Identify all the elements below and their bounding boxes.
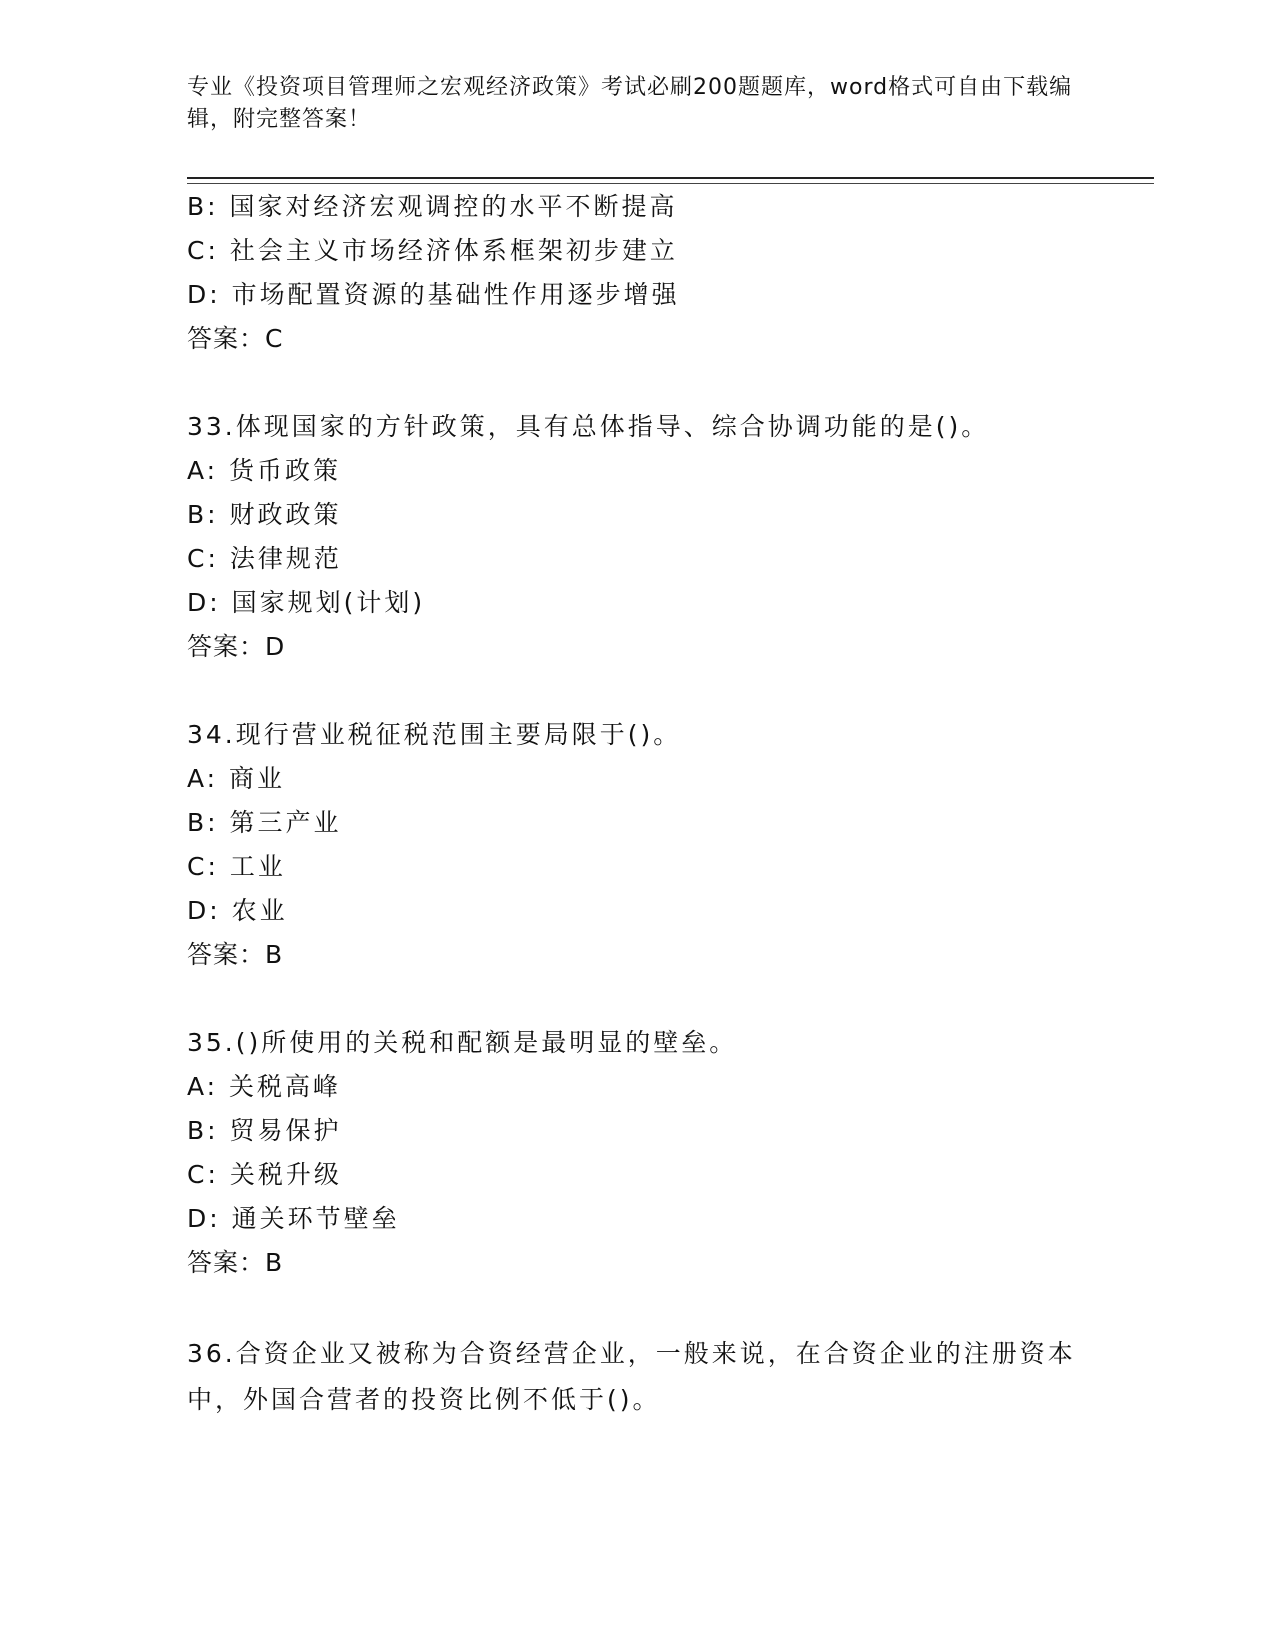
option-a: A: 商业 bbox=[187, 764, 286, 793]
answer: 答案：B bbox=[187, 1248, 284, 1277]
option-d: D: 通关环节壁垒 bbox=[187, 1204, 400, 1233]
option-c: C: 社会主义市场经济体系框架初步建立 bbox=[187, 236, 678, 265]
option-b: B: 国家对经济宏观调控的水平不断提高 bbox=[187, 192, 678, 221]
option-d: D: 国家规划(计划) bbox=[187, 588, 426, 617]
header-divider-thick bbox=[187, 177, 1154, 179]
option-c: C: 关税升级 bbox=[187, 1160, 342, 1189]
option-d: D: 市场配置资源的基础性作用逐步增强 bbox=[187, 280, 680, 309]
option-a: A: 货币政策 bbox=[187, 456, 342, 485]
header-divider-thin bbox=[187, 183, 1154, 184]
answer: 答案：D bbox=[187, 632, 286, 661]
option-b: B: 贸易保护 bbox=[187, 1116, 342, 1145]
option-c: C: 法律规范 bbox=[187, 544, 342, 573]
answer: 答案：C bbox=[187, 324, 284, 353]
answer: 答案：B bbox=[187, 940, 284, 969]
option-d: D: 农业 bbox=[187, 896, 288, 925]
option-a: A: 关税高峰 bbox=[187, 1072, 342, 1101]
option-c: C: 工业 bbox=[187, 852, 286, 881]
question-stem: 34.现行营业税征税范围主要局限于()。 bbox=[187, 720, 682, 749]
option-b: B: 财政政策 bbox=[187, 500, 342, 529]
document-header: 专业《投资项目管理师之宏观经济政策》考试必刷200题题库，word格式可自由下载编辑，附完整答案！ bbox=[187, 75, 1073, 132]
option-b: B: 第三产业 bbox=[187, 808, 342, 837]
question-stem: 35.()所使用的关税和配额是最明显的壁垒。 bbox=[187, 1028, 738, 1057]
question-stem: 33.体现国家的方针政策，具有总体指导、综合协调功能的是()。 bbox=[187, 412, 990, 441]
question-stem: 36.合资企业又被称为合资经营企业，一般来说，在合资企业的注册资本中，外国合营者的投资比例不低于()。 bbox=[187, 1339, 1076, 1414]
